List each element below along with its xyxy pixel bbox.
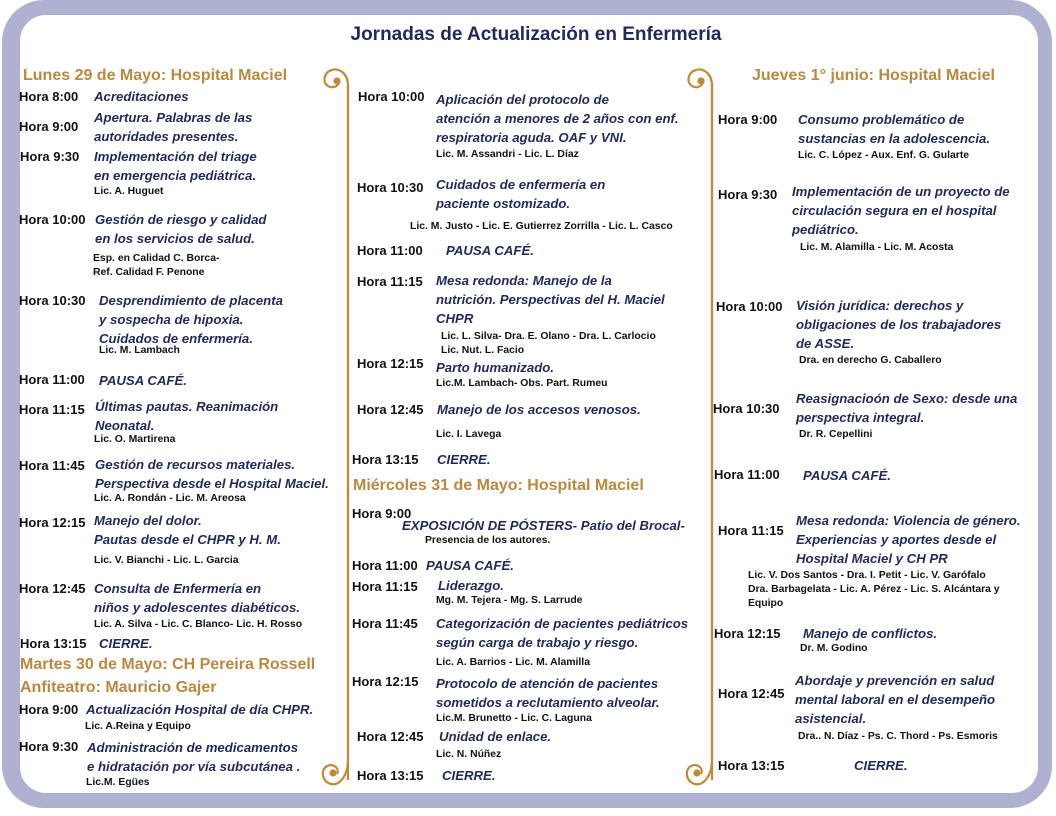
time-label: Hora 9:00 (718, 112, 778, 127)
session-title: CIERRE. (99, 636, 153, 651)
session-title: respiratoria aguda. OAF y VNI. (436, 130, 627, 145)
session-title: perspectiva integral. (796, 410, 925, 425)
session-title: Consumo problemático de (798, 112, 965, 127)
time-label: Hora 13:15 (20, 636, 87, 651)
session-title: Perspectiva desde el Hospital Maciel. (95, 476, 329, 491)
time-label: Hora 13:15 (718, 758, 785, 773)
speaker-names: Lic.M. Egües (86, 777, 150, 788)
speaker-names: Dr. M. Godino (800, 643, 868, 654)
time-label: Hora 11:45 (19, 458, 85, 473)
session-title: circulación segura en el hospital (792, 203, 997, 218)
right-scroll-divider (687, 70, 712, 785)
speaker-names: Lic. N. Núñez (436, 749, 502, 760)
time-label: Hora 13:15 (357, 768, 424, 783)
session-title: Experiencias y aportes desde el (796, 532, 997, 547)
session-title: Pautas desde el CHPR y H. M. (94, 532, 281, 547)
speaker-names: Lic. M. Justo - Lic. E. Gutierrez Zorrilla - Lic. L. Casco (410, 221, 673, 232)
time-label: Hora 11:15 (19, 402, 85, 417)
session-title: Apertura. Palabras de las (94, 110, 253, 125)
time-label: Hora 9:00 (19, 702, 79, 717)
session-title: mental laboral en el desempeño (795, 692, 996, 707)
session-title: Reasignacioón de Sexo: desde una (796, 391, 1018, 406)
session-title: CIERRE. (442, 768, 496, 783)
speaker-names: Dra. en derecho G. Caballero (799, 355, 942, 366)
session-title: Neonatal. (95, 418, 155, 433)
session-title: niños y adolescentes diabéticos. (94, 600, 300, 615)
time-label: Hora 12:15 (357, 356, 424, 371)
time-label: Hora 12:45 (19, 581, 86, 596)
session-title: Consulta de Enfermería en (94, 581, 262, 596)
speaker-names: Lic. A.Reina y Equipo (85, 721, 191, 732)
time-label: Hora 10:30 (357, 180, 424, 195)
time-label: Hora 10:00 (716, 299, 783, 314)
speaker-names: Equipo (748, 598, 784, 609)
speaker-names: Lic. A. Huguet (94, 186, 164, 197)
session-title: Gestión de recursos materiales. (95, 457, 296, 472)
time-label: Hora 11:15 (718, 523, 784, 538)
day-heading-lunes: Lunes 29 de Mayo: Hospital Maciel (23, 67, 288, 84)
session-title: y sospecha de hipoxia. (99, 312, 244, 327)
session-title: en emergencia pediátrica. (94, 168, 256, 183)
scroll-dot-icon (329, 769, 336, 776)
time-label: Hora 13:15 (352, 452, 419, 467)
session-title: Mesa redonda: Violencia de género. (796, 513, 1021, 528)
time-label: Hora 11:45 (352, 616, 418, 631)
session-title: EXPOSICIÓN DE PÓSTERS- Patio del Brocal- (402, 518, 685, 533)
session-title: Implementación de un proyecto de (792, 184, 1010, 199)
time-label: Hora 9:30 (718, 187, 778, 202)
speaker-names: Lic. I. Lavega (436, 429, 502, 440)
speaker-names: Lic. A. Silva - Lic. C. Blanco- Lic. H. Rosso (94, 619, 303, 630)
session-title: sustancias en la adolescencia. (798, 131, 991, 146)
session-title: Abordaje y prevención en salud (795, 673, 995, 688)
speaker-names: Dr. R. Cepellini (799, 429, 873, 440)
time-label: Hora 9:00 (19, 119, 79, 134)
session-title: Cuidados de enfermería en (436, 177, 606, 192)
speaker-names: Lic. O. Martirena (94, 434, 176, 445)
time-label: Hora 10:00 (19, 212, 86, 227)
session-title: sometidos a reclutamiento alveolar. (436, 695, 660, 710)
session-title: en los servicios de salud. (95, 231, 255, 246)
speaker-names: Lic.M. Lambach- Obs. Part. Rumeu (436, 378, 608, 389)
speaker-names: Dra. Barbagelata - Lic. A. Pérez - Lic. S. Alcántara y (748, 584, 1000, 595)
time-label: Hora 12:45 (357, 402, 424, 417)
speaker-names: Lic. A. Rondán - Lic. M. Areosa (94, 493, 246, 504)
time-label: Hora 12:15 (352, 674, 419, 689)
session-title: Unidad de enlace. (439, 729, 552, 744)
session-title: Protocolo de atención de pacientes (436, 676, 659, 691)
session-title: paciente ostomizado. (436, 196, 571, 211)
session-title: Cuidados de enfermería. (99, 331, 253, 346)
time-label: Hora 12:45 (357, 729, 424, 744)
time-label: Hora 11:15 (357, 274, 423, 289)
scroll-dot-icon (697, 77, 704, 84)
session-title: PAUSA CAFÉ. (99, 373, 187, 388)
session-title: Categorización de pacientes pediátricos (436, 616, 689, 631)
speaker-names: Lic. A. Barrios - Lic. M. Alamilla (436, 657, 590, 668)
speaker-names: Dra.. N. Díaz - Ps. C. Thord - Ps. Esmoris (798, 731, 998, 742)
session-title: CHPR (436, 311, 474, 326)
day-heading-jueves: Jueves 1° junio: Hospital Maciel (752, 67, 995, 84)
session-title: Aplicación del protocolo de (436, 92, 609, 107)
session-title: Actualización Hospital de día CHPR. (86, 702, 314, 717)
speaker-names: Lic. M. Assandri - Lic. L. Díaz (436, 149, 579, 160)
time-label: Hora 12:15 (714, 626, 781, 641)
speaker-names: Lic. Nut. L. Facio (441, 345, 525, 356)
session-title: CIERRE. (854, 758, 908, 773)
session-title: Manejo de conflictos. (803, 626, 938, 641)
session-title: de ASSE. (796, 336, 855, 351)
session-title: Hospital Maciel y CH PR (796, 551, 948, 566)
speaker-names: Lic. C. López - Aux. Enf. G. Gularte (798, 150, 970, 161)
time-label: Hora 9:00 (352, 506, 412, 521)
session-title: CIERRE. (437, 452, 491, 467)
speaker-names: Presencia de los autores. (425, 535, 551, 546)
session-title: PAUSA CAFÉ. (446, 243, 534, 258)
session-title: Parto humanizado. (436, 360, 554, 375)
session-title: Mesa redonda: Manejo de la (436, 273, 612, 288)
speaker-names: Lic. M. Lambach (99, 345, 180, 356)
speaker-names: Esp. en Calidad C. Borca- (93, 253, 220, 264)
time-label: Hora 9:30 (20, 149, 80, 164)
session-title: pediátrico. (792, 222, 859, 237)
speaker-names: Lic. L. Silva- Dra. E. Olano - Dra. L. Carlocio (441, 331, 656, 342)
session-title: Manejo de los accesos venosos. (437, 402, 641, 417)
session-title: autoridades presentes. (94, 129, 239, 144)
time-label: Hora 12:45 (718, 686, 785, 701)
session-title: según carga de trabajo y riesgo. (436, 635, 639, 650)
time-label: Hora 11:15 (352, 579, 418, 594)
scroll-dot-icon (693, 769, 700, 776)
speaker-names: Mg. M. Tejera - Mg. S. Larrude (436, 595, 583, 606)
day-heading-martes: Martes 30 de Mayo: CH Pereira Rossell (20, 656, 316, 673)
time-label: Hora 10:00 (358, 89, 425, 104)
session-title: Administración de medicamentos (87, 740, 299, 755)
speaker-names: Lic. M. Alamilla - Lic. M. Acosta (800, 242, 954, 253)
session-title: Gestión de riesgo y calidad (95, 212, 267, 227)
session-title: Manejo del dolor. (94, 513, 202, 528)
page-title: Jornadas de Actualización en Enfermería (350, 24, 722, 45)
session-title: e hidratación por vía subcutánea . (87, 759, 301, 774)
session-title: PAUSA CAFÉ. (426, 558, 514, 573)
time-label: Hora 11:00 (352, 558, 418, 573)
speaker-names: Lic. V. Bianchi - Lic. L. Garcia (94, 555, 239, 566)
session-title: Desprendimiento de placenta (99, 293, 283, 308)
session-title: PAUSA CAFÉ. (803, 468, 891, 483)
time-label: Hora 11:00 (714, 467, 780, 482)
time-label: Hora 11:00 (357, 243, 423, 258)
session-title: atención a menores de 2 años con enf. (436, 111, 679, 126)
speaker-names: Lic.M. Brunetto - Lic. C. Laguna (436, 713, 592, 724)
session-title: Acreditaciones (94, 89, 189, 104)
session-title: Últimas pautas. Reanimación (95, 399, 279, 414)
speaker-names: Lic. V. Dos Santos - Dra. I. Petit - Lic. V. Garófalo (748, 570, 986, 581)
session-title: Visión jurídica: derechos y (796, 298, 964, 313)
venue-subheading-martes: Anfiteatro: Mauricio Gajer (20, 679, 217, 696)
session-title: Implementación del triage (94, 149, 257, 164)
time-label: Hora 10:30 (19, 293, 86, 308)
session-title: obligaciones de los trabajadores (796, 317, 1002, 332)
speaker-names: Ref. Calidad F. Penone (93, 267, 205, 278)
time-label: Hora 8:00 (19, 89, 79, 104)
day-heading-miercoles: Miércoles 31 de Mayo: Hospital Maciel (353, 477, 644, 494)
time-label: Hora 12:15 (19, 515, 86, 530)
session-title: nutrición. Perspectivas del H. Maciel (436, 292, 665, 307)
session-title: asistencial. (795, 711, 867, 726)
time-label: Hora 10:30 (713, 401, 780, 416)
time-label: Hora 11:00 (19, 372, 85, 387)
scroll-dot-icon (333, 77, 340, 84)
left-scroll-divider (323, 70, 348, 785)
time-label: Hora 9:30 (19, 739, 79, 754)
session-title: Liderazgo. (438, 578, 504, 593)
